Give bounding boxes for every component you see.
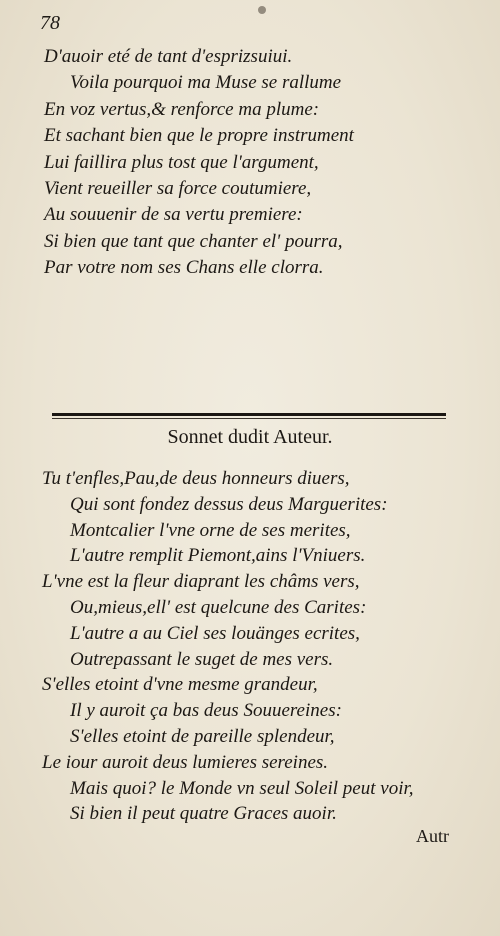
verse-line: Tu t'enfles,Pau,de deus honneurs diuers, — [42, 468, 350, 489]
verse-line: Vient reueiller sa force coutumiere, — [44, 177, 312, 199]
section-divider-rule-thin — [52, 418, 446, 419]
verse-stanza-top — [44, 44, 354, 282]
verse-line: Au souuenir de sa vertu premiere: — [44, 204, 303, 226]
catchword: Autr — [416, 826, 449, 846]
sonnet-verses — [42, 466, 414, 827]
verse-line: Le iour auroit deus lumieres sereines. — [42, 751, 329, 773]
verse-line: D'auoir eté de tant d'esprizsuiui. — [44, 46, 293, 67]
verse-line: Par votre nom ses Chans elle clorra. — [44, 257, 324, 279]
verse-line: Lui faillira plus tost que l'argument, — [44, 151, 319, 173]
verse-line: Mais quoi? le Monde vn seul Soleil peut voir, — [70, 777, 414, 799]
verse-line: L'autre a au Ciel ses louänges ecrites, — [70, 622, 360, 644]
verse-line: Voila pourquoi ma Muse se rallume — [70, 72, 342, 94]
verse-line: Qui sont fondez dessus deus Marguerites: — [70, 493, 388, 515]
verse-line: L'autre remplit Piemont,ains l'Vniuers. — [70, 545, 366, 567]
verse-line: Si bien il peut quatre Graces auoir. — [70, 803, 337, 825]
verse-line: Outrepassant le suget de mes vers. — [70, 648, 334, 670]
verse-line: S'elles etoint de pareille splendeur, — [70, 725, 335, 747]
verse-line: Il y auroit ça bas deus Souuereines: — [70, 700, 342, 722]
ink-smudge — [258, 6, 266, 14]
verse-line: Et sachant bien que le propre instrument — [44, 125, 354, 147]
verse-line: Ou,mieus,ell' est quelcune des Carites: — [70, 596, 367, 618]
verse-line: En voz vertus,& renforce ma plume: — [44, 98, 320, 120]
section-divider-rule — [52, 413, 446, 416]
page-number: 78 — [40, 12, 60, 34]
sonnet-title: Sonnet dudit Auteur. — [167, 426, 333, 448]
verse-line: Montcalier l'vne orne de ses merites, — [70, 519, 351, 541]
verse-line: L'vne est la fleur diaprant les châms vers, — [42, 571, 360, 593]
verse-line: S'elles etoint d'vne mesme grandeur, — [42, 674, 318, 696]
verse-line: Si bien que tant que chanter el' pourra, — [44, 230, 343, 252]
